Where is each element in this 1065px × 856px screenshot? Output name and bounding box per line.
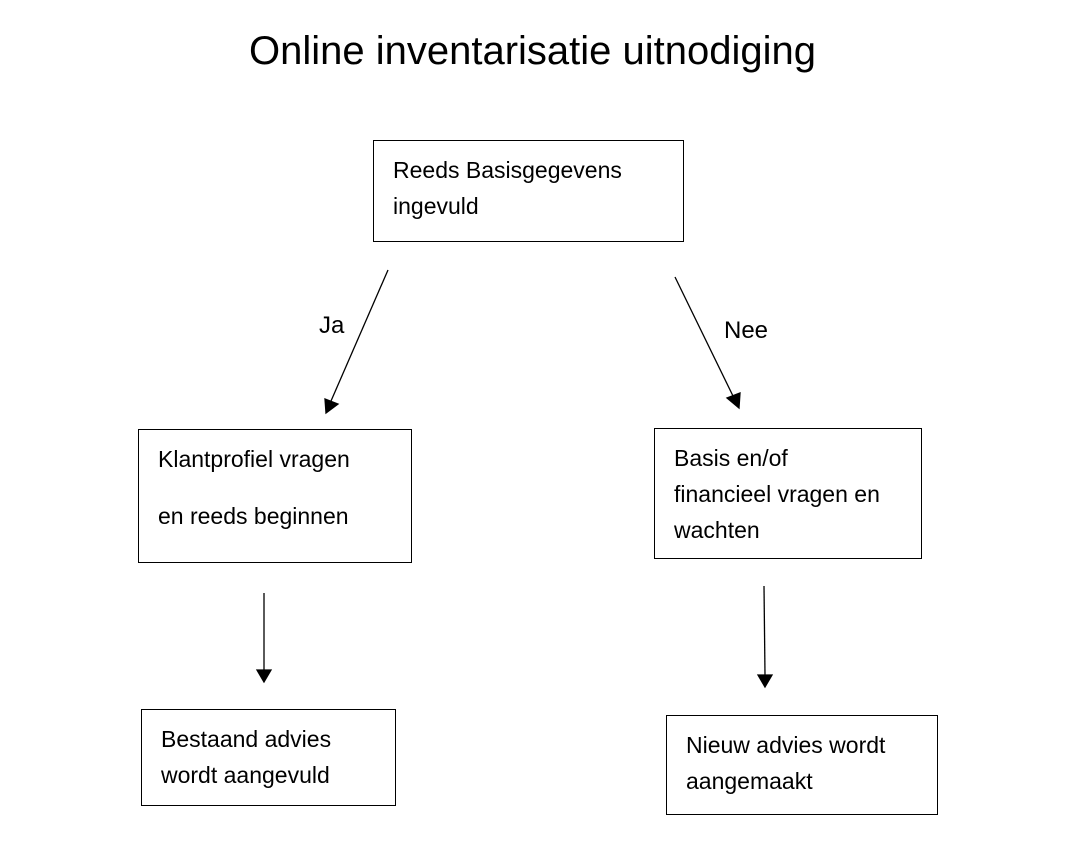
node-no-branch — [654, 428, 922, 559]
node-yes-branch — [138, 429, 412, 563]
arrow-no-to-result — [764, 586, 765, 675]
diagram-title: Online inventarisatie uitnodiging — [248, 29, 817, 73]
no-label: Nee — [724, 317, 769, 344]
arrowhead-no-to-result — [758, 675, 772, 687]
node-start-line-2: ingevuld — [393, 193, 479, 219]
arrowhead-start-to-no — [727, 393, 740, 408]
arrowhead-yes-to-result — [257, 670, 271, 682]
node-yes-result-line-1: Bestaand advies — [161, 726, 332, 752]
node-no-result-line-2: aangemaakt — [686, 768, 813, 794]
node-yes-result-line-2: wordt aangevuld — [161, 762, 330, 788]
node-yes-line-1: Klantprofiel vragen — [158, 446, 350, 472]
node-start — [373, 140, 684, 242]
node-no-line-2: financieel vragen en — [674, 481, 880, 507]
node-no-line-1: Basis en/of — [674, 445, 788, 471]
node-yes-line-2: en reeds beginnen — [158, 503, 349, 529]
node-no-result — [666, 715, 938, 815]
node-no-result-line-1: Nieuw advies wordt — [686, 732, 886, 758]
node-yes-result — [141, 709, 396, 806]
node-no-line-3: wachten — [674, 517, 760, 543]
arrowhead-start-to-yes — [325, 399, 338, 413]
node-start-line-1: Reeds Basisgegevens — [393, 157, 622, 183]
yes-label: Ja — [319, 312, 345, 339]
